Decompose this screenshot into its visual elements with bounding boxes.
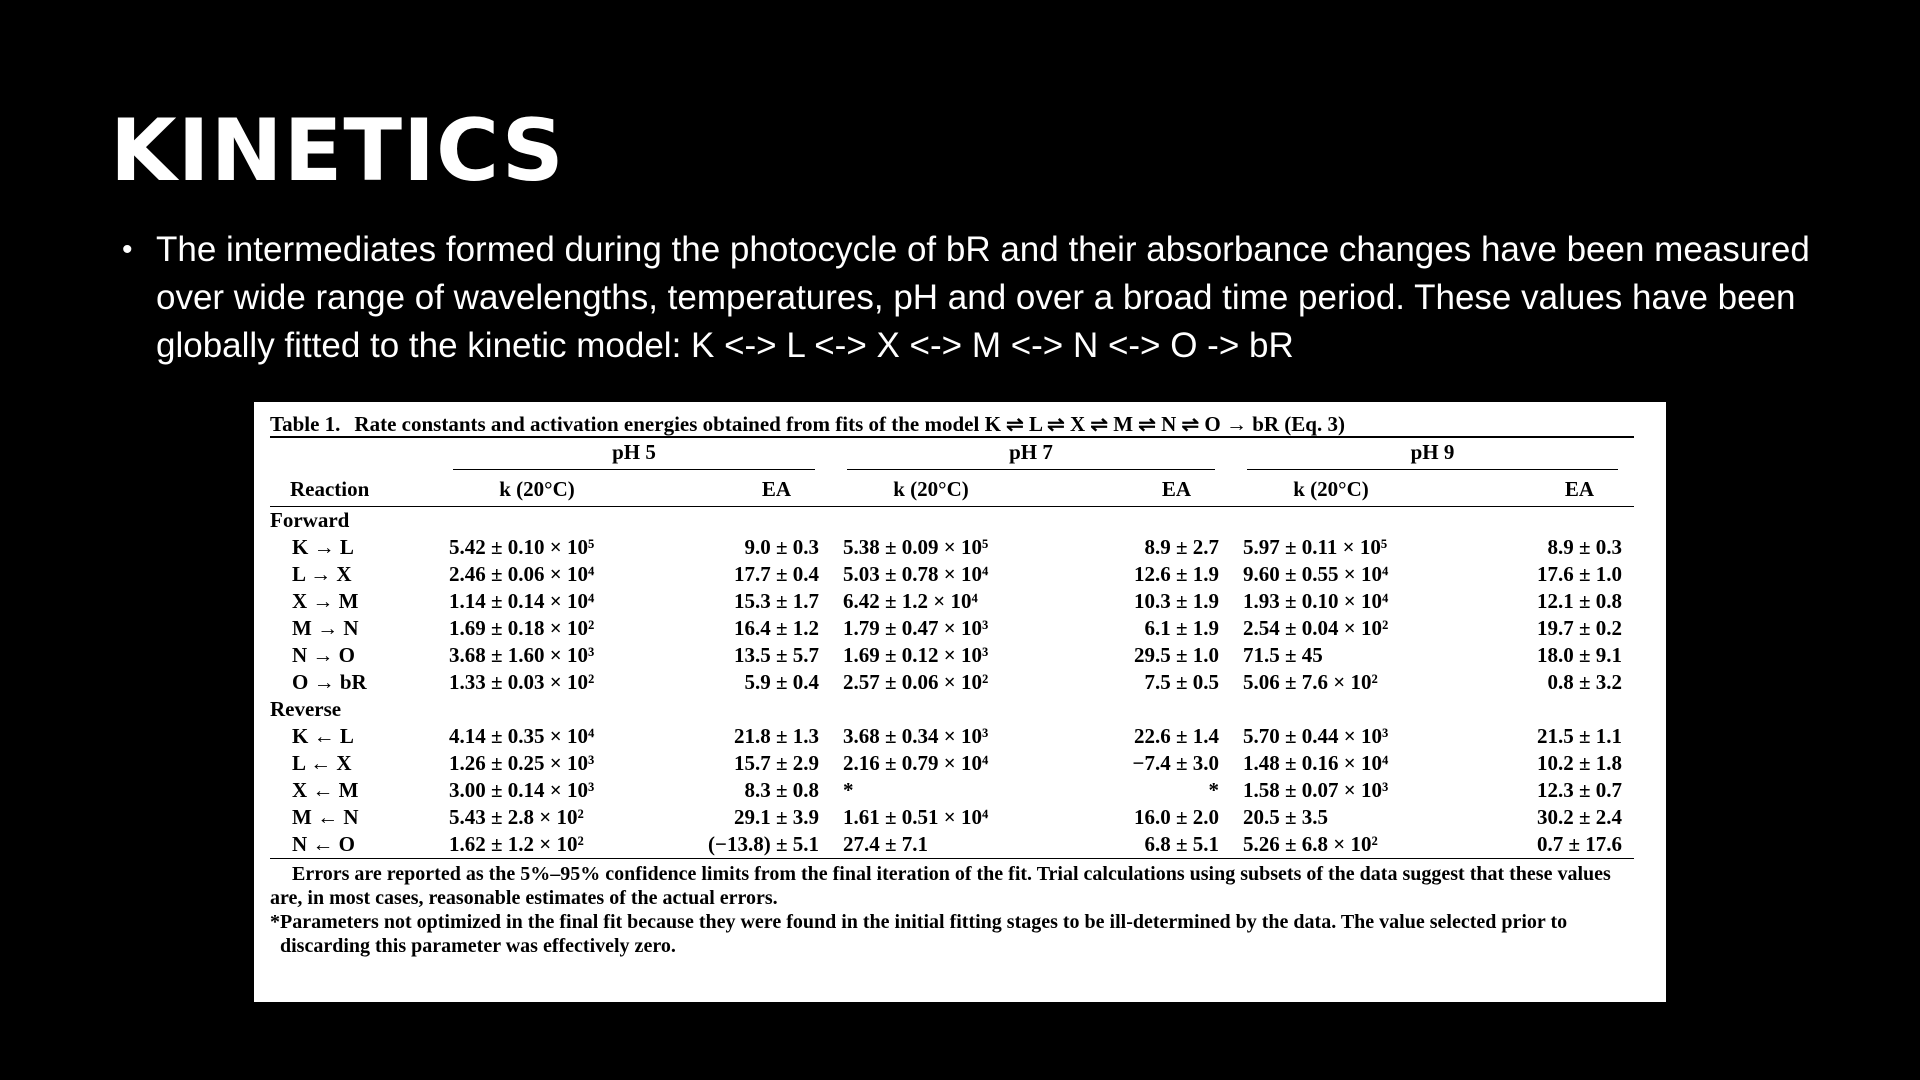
- column-header-row: [270, 472, 1634, 507]
- rate-constant-cell: 3.68 ± 0.34 × 10³: [843, 724, 989, 748]
- table-footnotes: [270, 858, 1634, 958]
- group-header: pH 9: [1231, 438, 1634, 472]
- activation-energy-cell: 12.3 ± 0.7: [1536, 778, 1622, 802]
- column-header-reaction: Reaction: [290, 476, 370, 501]
- rate-constant-cell: 6.42 ± 1.2 × 10⁴: [843, 589, 978, 613]
- rate-constant-cell: 3.00 ± 0.14 × 10³: [449, 778, 595, 802]
- activation-energy-cell: 15.7 ± 2.9: [733, 751, 819, 775]
- table-row: [270, 534, 1634, 561]
- column-header-k: k (20°C): [499, 476, 575, 501]
- table-caption-text: Rate constants and activation energies obtained from fits of the model K ⇌ L ⇌ X ⇌ M ⇌ N ⇌ O → bR (Eq. 3): [354, 412, 1345, 436]
- table-row: [270, 777, 1634, 804]
- table-row: [270, 642, 1634, 669]
- section-label: Reverse: [270, 697, 342, 721]
- activation-energy-cell: 12.1 ± 0.8: [1536, 589, 1622, 613]
- table-image: [254, 402, 1666, 1002]
- activation-energy-cell: 10.3 ± 1.9: [1133, 589, 1219, 613]
- section-row: [270, 696, 1634, 723]
- rate-constant-cell: 5.43 ± 2.8 × 10²: [449, 805, 584, 829]
- rate-constant-cell: 5.70 ± 0.44 × 10³: [1243, 724, 1389, 748]
- footnote-errors: Errors are reported as the 5%–95% confidence limits from the final iteration of the fit. Trial calculations using subsets of the data suggest that these values are, in most cases, reasonable estimates of the actual errors.: [270, 863, 1611, 909]
- reaction-cell: X → M: [292, 589, 359, 613]
- reaction-cell: K → L: [292, 535, 354, 559]
- activation-energy-cell: 21.8 ± 1.3: [733, 724, 819, 748]
- group-header: pH 7: [831, 438, 1231, 472]
- activation-energy-cell: 18.0 ± 9.1: [1536, 643, 1622, 667]
- activation-energy-cell: 15.3 ± 1.7: [733, 589, 819, 613]
- rate-constant-cell: 2.46 ± 0.06 × 10⁴: [449, 562, 595, 586]
- rate-constant-cell: 1.69 ± 0.12 × 10³: [843, 643, 989, 667]
- rate-constant-cell: 5.97 ± 0.11 × 10⁵: [1243, 535, 1388, 559]
- group-header-row: [270, 438, 1634, 472]
- activation-energy-cell: 17.6 ± 1.0: [1536, 562, 1622, 586]
- table-caption-label: Table 1.: [270, 412, 341, 436]
- activation-energy-cell: 21.5 ± 1.1: [1536, 724, 1622, 748]
- table-caption: [270, 412, 1634, 436]
- activation-energy-cell: 0.7 ± 17.6: [1536, 832, 1622, 856]
- rate-constant-cell: 2.54 ± 0.04 × 10²: [1243, 616, 1389, 640]
- rate-constant-cell: 1.14 ± 0.14 × 10⁴: [449, 589, 595, 613]
- activation-energy-cell: *: [1208, 778, 1219, 802]
- group-header: pH 5: [437, 438, 831, 472]
- rate-constant-cell: 1.61 ± 0.51 × 10⁴: [843, 805, 989, 829]
- rate-constant-cell: 27.4 ± 7.1: [843, 832, 929, 856]
- table-row: [270, 561, 1634, 588]
- rate-constant-cell: 9.60 ± 0.55 × 10⁴: [1243, 562, 1389, 586]
- table-row: [270, 588, 1634, 615]
- activation-energy-cell: 29.1 ± 3.9: [733, 805, 819, 829]
- rate-constant-cell: 5.38 ± 0.09 × 10⁵: [843, 535, 989, 559]
- activation-energy-cell: (−13.8) ± 5.1: [708, 832, 819, 856]
- activation-energy-cell: 19.7 ± 0.2: [1536, 616, 1622, 640]
- rate-constant-cell: 71.5 ± 45: [1243, 643, 1323, 667]
- activation-energy-cell: 10.2 ± 1.8: [1536, 751, 1622, 775]
- reaction-cell: N ← O: [292, 832, 355, 856]
- rate-constant-cell: 1.93 ± 0.10 × 10⁴: [1243, 589, 1389, 613]
- reaction-cell: L ← X: [292, 751, 352, 775]
- activation-energy-cell: 0.8 ± 3.2: [1547, 670, 1622, 694]
- activation-energy-cell: 5.9 ± 0.4: [744, 670, 819, 694]
- rate-constant-cell: 1.58 ± 0.07 × 10³: [1243, 778, 1389, 802]
- column-header-ea: EA: [1564, 476, 1594, 501]
- rate-constant-cell: 5.06 ± 7.6 × 10²: [1243, 670, 1378, 694]
- column-header-ea: EA: [1161, 476, 1191, 501]
- activation-energy-cell: 8.9 ± 2.7: [1144, 535, 1219, 559]
- table-row: [270, 804, 1634, 831]
- rate-constant-cell: 1.79 ± 0.47 × 10³: [843, 616, 989, 640]
- activation-energy-cell: 16.4 ± 1.2: [733, 616, 819, 640]
- table-row: [270, 723, 1634, 750]
- reaction-cell: M → N: [292, 616, 359, 640]
- footnote-parameters: *Parameters not optimized in the final fit because they were found in the initial fitting stages to be ill-determined by the data. The value selected prior to discarding this parameter was effectively zero.: [270, 911, 1568, 957]
- activation-energy-cell: 16.0 ± 2.0: [1133, 805, 1219, 829]
- column-header-ea: EA: [761, 476, 791, 501]
- activation-energy-cell: 12.6 ± 1.9: [1133, 562, 1219, 586]
- bullet-text: The intermediates formed during the photocycle of bR and their absorbance changes have been measured over wide range of wavelengths, temperatures, pH and over a broad time period. These values have been globally fitted to the kinetic model: K <-> L <-> X <-> M <-> N <-> O -> bR: [156, 230, 1810, 365]
- activation-energy-cell: 8.9 ± 0.3: [1547, 535, 1622, 559]
- activation-energy-cell: 17.7 ± 0.4: [733, 562, 819, 586]
- rate-constant-cell: *: [843, 778, 854, 802]
- rate-constant-cell: 1.26 ± 0.25 × 10³: [449, 751, 595, 775]
- column-header-k: k (20°C): [893, 476, 969, 501]
- table-row: [270, 750, 1634, 777]
- activation-energy-cell: 30.2 ± 2.4: [1536, 805, 1622, 829]
- rate-constant-cell: 1.69 ± 0.18 × 10²: [449, 616, 595, 640]
- activation-energy-cell: 22.6 ± 1.4: [1133, 724, 1219, 748]
- reaction-cell: N → O: [292, 643, 355, 667]
- rate-constant-cell: 2.16 ± 0.79 × 10⁴: [843, 751, 989, 775]
- slide-title: KINETICS: [110, 101, 565, 201]
- rate-constant-cell: 20.5 ± 3.5: [1243, 805, 1329, 829]
- activation-energy-cell: 6.8 ± 5.1: [1144, 832, 1219, 856]
- reaction-cell: K ← L: [292, 724, 354, 748]
- bullet-item: [122, 226, 1822, 370]
- table-row: [270, 615, 1634, 642]
- section-row: [270, 507, 1634, 535]
- rate-constant-cell: 3.68 ± 1.60 × 10³: [449, 643, 595, 667]
- reaction-cell: X ← M: [292, 778, 359, 802]
- reaction-cell: O → bR: [292, 670, 367, 694]
- section-label: Forward: [270, 508, 350, 532]
- rate-constant-cell: 2.57 ± 0.06 × 10²: [843, 670, 989, 694]
- rate-constant-cell: 5.03 ± 0.78 × 10⁴: [843, 562, 989, 586]
- activation-energy-cell: 13.5 ± 5.7: [733, 643, 819, 667]
- reaction-cell: M ← N: [292, 805, 359, 829]
- table-row: [270, 831, 1634, 858]
- rate-constant-cell: 5.26 ± 6.8 × 10²: [1243, 832, 1378, 856]
- bullet-dot-icon: •: [122, 233, 133, 266]
- rate-constant-cell: 1.62 ± 1.2 × 10²: [449, 832, 584, 856]
- table-row: [270, 669, 1634, 696]
- bullet-list: [122, 226, 1822, 370]
- rate-constants-table: [270, 438, 1634, 858]
- activation-energy-cell: 6.1 ± 1.9: [1144, 616, 1219, 640]
- activation-energy-cell: 29.5 ± 1.0: [1133, 643, 1219, 667]
- rate-constant-cell: 1.33 ± 0.03 × 10²: [449, 670, 595, 694]
- reaction-cell: L → X: [292, 562, 352, 586]
- column-header-k: k (20°C): [1293, 476, 1369, 501]
- activation-energy-cell: 8.3 ± 0.8: [744, 778, 819, 802]
- rate-constant-cell: 1.48 ± 0.16 × 10⁴: [1243, 751, 1389, 775]
- activation-energy-cell: 9.0 ± 0.3: [744, 535, 819, 559]
- rate-constant-cell: 5.42 ± 0.10 × 10⁵: [449, 535, 595, 559]
- table-body: [270, 507, 1634, 859]
- activation-energy-cell: 7.5 ± 0.5: [1144, 670, 1219, 694]
- activation-energy-cell: −7.4 ± 3.0: [1132, 751, 1219, 775]
- rate-constant-cell: 4.14 ± 0.35 × 10⁴: [449, 724, 595, 748]
